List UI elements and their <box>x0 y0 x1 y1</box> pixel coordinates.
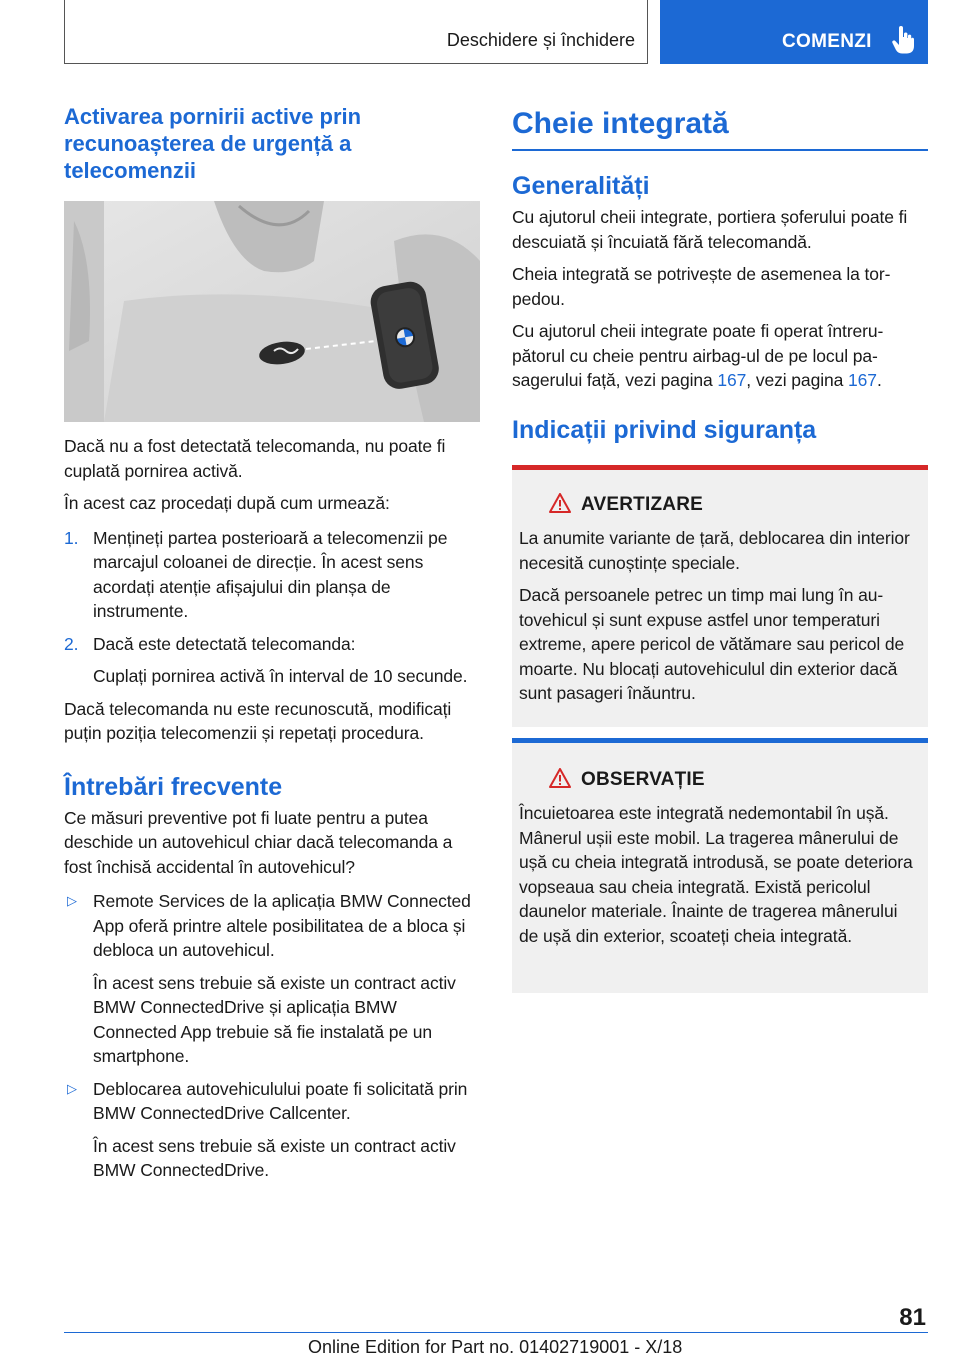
paragraph: Cu ajutorul cheii integrate, portiera șoferului poate fi descuiată și încuiată fără telecomandă. <box>512 207 908 252</box>
warning-box <box>512 465 928 727</box>
right-body <box>512 171 928 445</box>
step-item <box>64 632 480 689</box>
header-section-title: Deschidere și închidere <box>446 30 635 50</box>
general-heading: Generalități <box>512 172 650 200</box>
page-title: Cheie integrată <box>512 107 729 140</box>
footer-edition: Online Edition for Part no. 01402719001 - X/18 <box>308 1337 683 1357</box>
triangle-bullet-icon: ▷ <box>67 1080 77 1096</box>
bullet-item <box>64 1077 480 1183</box>
bullet-text: Deblocarea autovehiculului poate fi solicitată prin BMW ConnectedDrive Callcenter. <box>93 1078 468 1123</box>
faq-question: Ce măsuri preventive pot fi luate pentru a putea deschide un autovehicul chiar dacă telecomanda a fost închisă accidental în autovehicul? <box>64 807 453 877</box>
step-text: Dacă este detectată telecomanda: <box>93 633 356 654</box>
step-text: Mențineți partea posterioară a telecomenzii pe marcajul coloanei de direcție. În acest sens acordați atenție afișajului din planșa de instrumente. <box>93 527 448 621</box>
chapter-tab-label: COMENZI <box>782 31 872 52</box>
bullet-subtext: În acest sens trebuie să existe un contract activ BMW ConnectedDrive și aplicația BMW Connected App trebuie să fie instalată pe un smartphone. <box>93 972 456 1066</box>
bullet-item <box>64 889 480 1069</box>
paragraph: În acest caz procedați după cum urmează: <box>64 493 390 513</box>
note-title: OBSERVAȚIE <box>581 769 705 790</box>
header-chapter-tab[interactable] <box>660 0 928 64</box>
footer-divider <box>64 1332 928 1333</box>
bullet-text: Remote Services de la aplicația BMW Connected App oferă printre altele posibilitatea de a bloca și debloca un autovehicul. <box>93 891 471 960</box>
section-heading-emergency-detection: Activarea pornirii active prin recunoașterea de urgență a telecomenzii <box>64 104 362 183</box>
step-number: 1. <box>64 527 79 548</box>
paragraph: Dacă nu a fost detectată telecomanda, nu poate fi cuplată pornirea activă. <box>64 436 446 481</box>
step-number: 2. <box>64 633 79 654</box>
triangle-bullet-icon: ▷ <box>67 893 77 908</box>
warning-title-row <box>519 493 921 516</box>
note-box <box>512 738 928 993</box>
step-item <box>64 526 480 624</box>
bullet-subtext: În acest sens trebuie să existe un contract activ BMW ConnectedDrive. <box>93 1135 456 1180</box>
safety-heading: Indicații privind siguranța <box>512 415 817 444</box>
note-text: Încuietoarea este integrată nedemontabil în ușă. Mânerul ușii este mobil. La tragerea mânerului de ușă cu cheia integrată introdusă, se poate deteriora vopseaua sau cheia integrată. Există pericolul daunelor materiale. Înainte de tragerea mânerului de ușă din exterior, scoateți cheia integrată. <box>519 803 913 946</box>
caution-triangle-icon <box>549 768 571 788</box>
hand-pointer-icon <box>892 26 914 54</box>
step-subtext: Cuplați pornirea activă în interval de 10 secunde. <box>93 666 468 686</box>
warning-triangle-icon <box>549 493 571 513</box>
left-body <box>64 434 480 1183</box>
chapter-title-block <box>512 106 928 151</box>
warning-title: AVERTIZARE <box>581 494 703 515</box>
page-link[interactable]: 167 <box>717 370 747 390</box>
warning-text: Dacă persoanele petrec un timp mai lung în autovehicul și sunt expuse astfel unor temperaturi extreme, apere pericol de vătămare sau pericol de moarte. Nu blocați autovehiculul din exterior dacă sunt pasageri înăuntru. <box>519 585 905 703</box>
paragraph: Cheia integrată se potrivește de asemenea la torpedou. <box>512 264 891 309</box>
page-number: 81 <box>899 1304 926 1331</box>
paragraph: Cu ajutorul cheii integrate poate fi operat întrerupătorul cu cheie pentru airbag-ul de pe locul pasagerului față, vezi pagina 167, vezi pagina 167. <box>512 321 884 390</box>
paragraph: Dacă telecomanda nu este recunoscută, modificați puțin poziția telecomenzii și repetați procedura. <box>64 698 452 743</box>
page-link[interactable]: 167 <box>848 370 877 390</box>
note-title-row <box>519 768 921 791</box>
illustration-key-on-steering-column <box>64 201 480 422</box>
warning-text: La anumite variante de țară, deblocarea din interior necesită cunoștințe speciale. <box>519 528 910 573</box>
faq-heading: Întrebări frecvente <box>64 772 283 801</box>
